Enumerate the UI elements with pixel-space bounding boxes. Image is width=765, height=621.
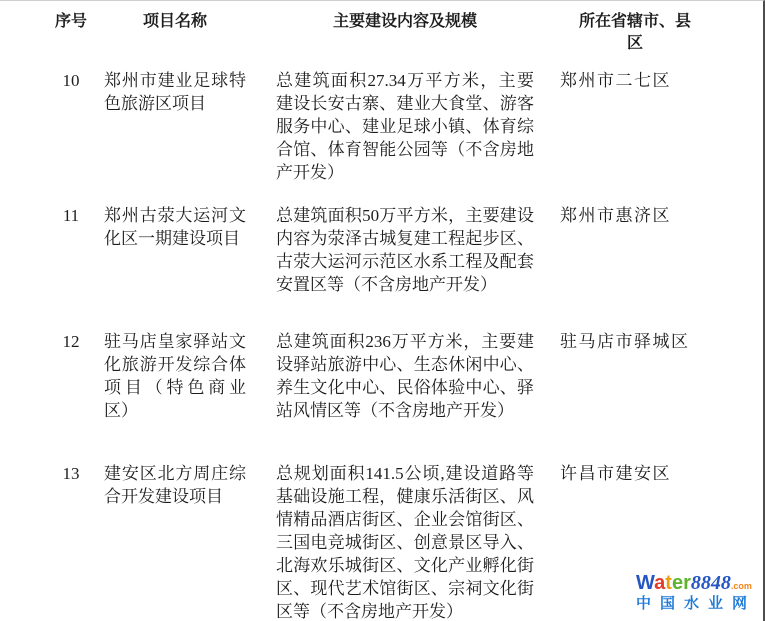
- project-name: 郑州古荥大运河文化区一期建设项目: [104, 206, 246, 248]
- construction-content: 总规划面积141.5公顷,建设道路等基础设施工程，健康乐活街区、风情精品酒店街区、企业会馆街区、三国电竞城街区、创意景区导入、北海欢乐城街区、文化产业孵化街区、现代艺术馆街区、宗祠文化街区等（不含房地产开发）: [276, 464, 534, 621]
- row-number: 11: [62, 206, 80, 225]
- location: 许昌市建安区: [560, 464, 671, 483]
- project-name: 建安区北方周庄综合开发建设项目: [104, 464, 246, 506]
- header-project-name: 项目名称: [142, 13, 207, 30]
- header-construction-content: 主要建设内容及规模: [332, 13, 477, 30]
- table-row: [52, 330, 763, 422]
- row-number: 12: [62, 332, 80, 351]
- location: 驻马店市驿城区: [560, 332, 690, 351]
- project-name: 郑州市建业足球特色旅游区项目: [104, 71, 246, 113]
- table-header-row: [52, 1, 763, 55]
- location: 郑州市惠济区: [560, 206, 671, 225]
- project-name: 驻马店皇家驿站文化旅游开发综合体项目（特色商业区）: [104, 332, 246, 420]
- header-num: 序号: [54, 13, 87, 30]
- location: 郑州市二七区: [560, 71, 671, 90]
- watermark-brand: Water8848.com: [636, 572, 752, 594]
- table-row: [52, 69, 763, 184]
- watermark-logo: [636, 573, 756, 611]
- construction-content: 总建筑面积50万平方米，主要建设内容为荥泽古城复建工程起步区、古荥大运河示范区水系工程及配套安置区等（不含房地产开发）: [276, 206, 534, 294]
- construction-content: 总建筑面积236万平方米，主要建设驿站旅游中心、生态休闲中心、养生文化中心、民俗体验中心、驿站风情区等（不含房地产开发）: [276, 332, 534, 420]
- row-number: 10: [62, 71, 80, 90]
- table-row: [52, 204, 763, 296]
- watermark-site-name: 中国水业网: [636, 595, 757, 612]
- header-location: [534, 11, 710, 55]
- header-location-text: 所在省辖市、县区: [579, 13, 692, 52]
- construction-content: 总建筑面积27.34万平方米，主要建设长安古寨、建业大食堂、游客服务中心、建业足球小镇、体育综合馆、体育智能公园等（不含房地产开发）: [276, 71, 534, 182]
- row-number: 13: [62, 464, 80, 483]
